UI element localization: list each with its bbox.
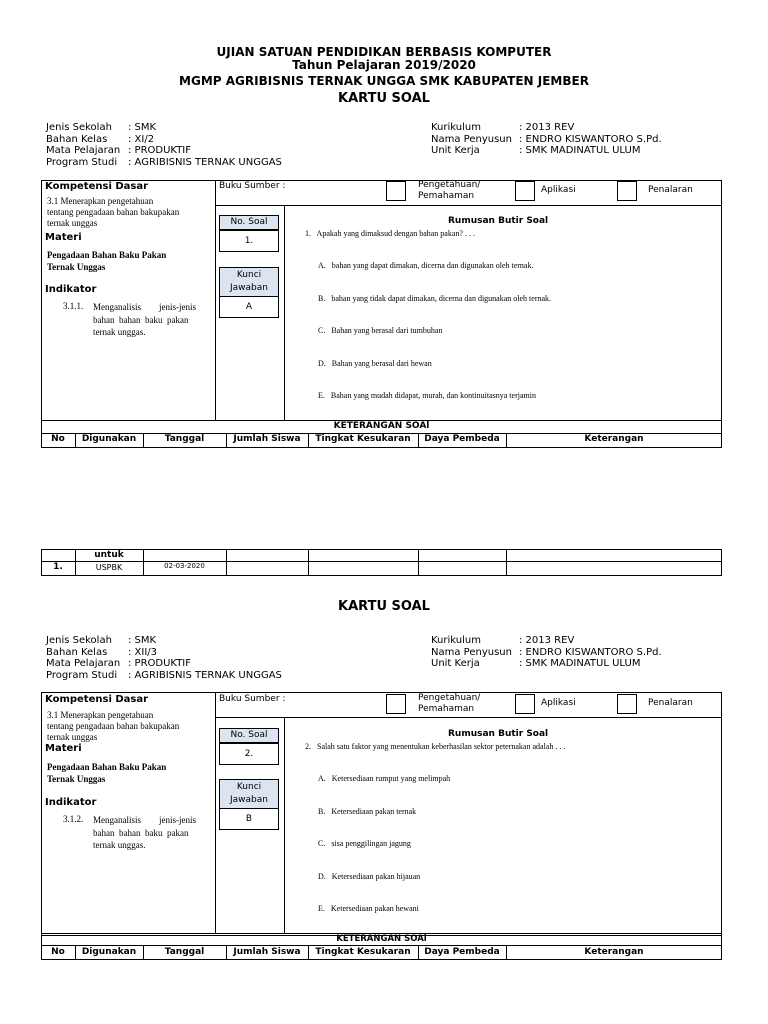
indikator-line: ternak unggas. (93, 840, 146, 850)
label-nama-penyusun: Nama Penyusun (431, 133, 512, 145)
exam-title: UJIAN SATUAN PENDIDIKAN BERBASIS KOMPUTER (216, 45, 552, 59)
col-digunakan: Digunakan (81, 434, 137, 444)
mgmp-title: MGMP AGRIBISNIS TERNAK UNGGA SMK KABUPATEN JEMBER (179, 74, 589, 88)
value-kurikulum: : 2013 REV (519, 635, 575, 646)
kunci-jawaban-label (219, 267, 279, 297)
card1-info-left (46, 122, 282, 168)
pengetahuan-line: Pengetahuan/ (418, 180, 481, 190)
col-jumlah-siswa: Jumlah Siswa (233, 947, 301, 957)
value-mata-pelajaran: : PRODUKTIF (128, 145, 192, 156)
value-unit-kerja: : SMK MADINATUL ULUM (519, 145, 641, 156)
jawaban-line: Jawaban (230, 283, 268, 293)
indikator-line: Menganalisis jenis-jenis (93, 302, 196, 312)
pengetahuan-label (418, 180, 480, 202)
value-jenis-sekolah: : SMK (128, 635, 157, 646)
usage-untuk: untuk (94, 550, 124, 560)
penalaran-checkbox[interactable] (617, 694, 637, 714)
col-keterangan: Keterangan (584, 947, 644, 957)
usage-no: 1. (53, 562, 63, 572)
label-program-studi: Program Studi (46, 669, 118, 681)
col-no: No (51, 947, 65, 957)
materi-text (47, 761, 166, 785)
card-title-1: KARTU SOAL (338, 91, 430, 106)
value-bahan-kelas: : XII/3 (128, 646, 158, 658)
jawaban-line: Jawaban (230, 795, 268, 805)
kd-line: ternak unggas (47, 732, 98, 742)
kunci-line: Kunci (236, 270, 262, 280)
col-daya-pembeda: Daya Pembeda (424, 434, 500, 444)
value-unit-kerja: : SMK MADINATUL ULUM (519, 658, 641, 669)
kompetensi-dasar-text (47, 710, 215, 743)
kd-line: 3.1 Menerapkan pengetahuan (47, 196, 154, 206)
answer-option: E. Ketersediaan pakan hewani (318, 903, 419, 913)
value-jenis-sekolah: : SMK (128, 122, 157, 133)
pengetahuan-label (418, 693, 480, 715)
indikator-heading: Indikator (45, 797, 97, 808)
no-soal-value: 2. (219, 743, 279, 765)
label-unit-kerja: Unit Kerja (431, 145, 480, 156)
kunci-line: Kunci (236, 782, 262, 792)
kunci-jawaban-value: A (219, 296, 279, 318)
pemahaman-line: Pemahaman (418, 191, 475, 201)
penalaran-label: Penalaran (648, 185, 693, 195)
buku-sumber-label: Buku Sumber : (219, 181, 286, 191)
col-tanggal: Tanggal (164, 434, 205, 444)
indikator-line: ternak unggas. (93, 327, 146, 337)
col-jumlah-siswa: Jumlah Siswa (233, 434, 301, 444)
label-mata-pelajaran: Mata Pelajaran (46, 145, 121, 156)
col-tingkat-kesukaran: Tingkat Kesukaran (315, 434, 411, 444)
label-bahan-kelas: Bahan Kelas (46, 133, 108, 145)
label-kurikulum: Kurikulum (431, 635, 481, 646)
question-block (305, 229, 720, 423)
label-jenis-sekolah: Jenis Sekolah (46, 122, 112, 133)
aplikasi-checkbox[interactable] (515, 694, 535, 714)
indikator-number: 3.1.1. (63, 301, 84, 311)
label-program-studi: Program Studi (46, 156, 118, 168)
question-block (305, 742, 720, 936)
value-nama-penyusun: : ENDRO KISWANTORO S.Pd. (519, 133, 662, 145)
pengetahuan-line: Pengetahuan/ (418, 693, 481, 703)
indikator-text (93, 301, 213, 339)
no-soal-label: No. Soal (219, 728, 279, 743)
label-jenis-sekolah: Jenis Sekolah (46, 635, 112, 646)
penalaran-label: Penalaran (648, 698, 693, 708)
school-year: Tahun Pelajaran 2019/2020 (292, 58, 476, 72)
answer-option: B. Ketersediaan pakan ternak (318, 806, 417, 816)
usage-digunakan: USPBK (95, 563, 123, 572)
kd-line: tentang pengadaan bahan bakupakan (47, 721, 180, 731)
pemahaman-line: Pemahaman (418, 704, 475, 714)
card-title-2: KARTU SOAL (338, 599, 430, 614)
no-soal-value: 1. (219, 230, 279, 252)
label-nama-penyusun: Nama Penyusun (431, 646, 512, 658)
kd-line: 3.1 Menerapkan pengetahuan (47, 710, 154, 720)
keterangan-soal-heading: KETERANGAN SOAl (336, 934, 427, 944)
indikator-heading: Indikator (45, 284, 97, 295)
answer-option: A. bahan yang dapat dimakan, dicerna dan digunakan oleh ternak. (318, 261, 534, 271)
kompetensi-dasar-text (47, 196, 215, 229)
kunci-jawaban-label (219, 779, 279, 809)
value-nama-penyusun: : ENDRO KISWANTORO S.Pd. (519, 646, 662, 658)
penalaran-checkbox[interactable] (617, 181, 637, 201)
rumusan-heading: Rumusan Butir Soal (448, 729, 549, 739)
col-daya-pembeda: Daya Pembeda (424, 947, 500, 957)
materi-text (47, 249, 166, 273)
kd-line: ternak unggas (47, 218, 98, 228)
indikator-text (93, 814, 213, 852)
value-kurikulum: : 2013 REV (519, 122, 575, 133)
label-mata-pelajaran: Mata Pelajaran (46, 658, 121, 669)
indikator-line: bahan bahan baku pakan (93, 827, 189, 838)
usage-tanggal: 02-03-2020 (164, 562, 205, 570)
answer-option: C. Bahan yang berasal dari tumbuhan (318, 326, 443, 336)
col-digunakan: Digunakan (81, 947, 137, 957)
kunci-jawaban-value: B (219, 808, 279, 830)
answer-option: C. sisa penggilingan jagung (318, 839, 411, 849)
col-keterangan: Keterangan (584, 434, 644, 444)
indikator-line: bahan bahan baku pakan (93, 314, 189, 325)
pengetahuan-checkbox[interactable] (386, 694, 406, 714)
materi-heading: Materi (45, 232, 82, 243)
card1-info-right (431, 122, 662, 157)
answer-option: D. Ketersediaan pakan hijauan (318, 871, 421, 881)
answer-option: D. Bahan yang berasal dari hewan (318, 358, 432, 368)
keterangan-soal-heading: KETERANGAN SOAl (333, 421, 430, 431)
label-unit-kerja: Unit Kerja (431, 658, 480, 669)
indikator-number: 3.1.2. (63, 814, 84, 824)
answer-option: A. Ketersediaan rumput yang melimpah (318, 774, 451, 784)
buku-sumber-label: Buku Sumber : (219, 694, 286, 704)
value-bahan-kelas: : XI/2 (128, 133, 155, 145)
card2-info-left (46, 635, 282, 681)
no-soal-label: No. Soal (219, 215, 279, 230)
col-no: No (51, 434, 65, 444)
kompetensi-dasar-heading: Kompetensi Dasar (45, 694, 149, 705)
card2-info-right (431, 635, 662, 670)
kd-line: tentang pengadaan bahan bakupakan (47, 207, 180, 217)
pengetahuan-checkbox[interactable] (386, 181, 406, 201)
indikator-line: Menganalisis jenis-jenis (93, 815, 196, 825)
materi-heading: Materi (45, 743, 82, 754)
value-program-studi: : AGRIBISNIS TERNAK UNGGAS (128, 156, 282, 168)
materi-line: Ternak Unggas (47, 774, 106, 784)
materi-line: Pengadaan Bahan Baku Pakan (47, 250, 167, 260)
question-text: 2. Salah satu faktor yang menentukan keberhasilan sektor peternakan adalah . . . (305, 742, 566, 751)
rumusan-heading: Rumusan Butir Soal (448, 216, 549, 226)
col-tanggal: Tanggal (164, 947, 205, 957)
label-kurikulum: Kurikulum (431, 122, 481, 133)
value-program-studi: : AGRIBISNIS TERNAK UNGGAS (128, 669, 282, 681)
answer-option: E. Bahan yang mudah didapat, murah, dan kontinuitasnya terjamin (318, 390, 536, 400)
question-text: 1. Apakah yang dimaksud dengan bahan pakan? . . . (305, 229, 475, 238)
aplikasi-label: Aplikasi (541, 185, 576, 195)
label-bahan-kelas: Bahan Kelas (46, 646, 108, 658)
answer-option: B. bahan yang tidak dapat dimakan, dicerna dan digunakan oleh ternak. (318, 293, 552, 303)
aplikasi-checkbox[interactable] (515, 181, 535, 201)
materi-line: Pengadaan Bahan Baku Pakan (47, 762, 167, 772)
value-mata-pelajaran: : PRODUKTIF (128, 658, 192, 669)
kompetensi-dasar-heading: Kompetensi Dasar (45, 181, 149, 192)
materi-line: Ternak Unggas (47, 262, 106, 272)
col-tingkat-kesukaran: Tingkat Kesukaran (315, 947, 411, 957)
aplikasi-label: Aplikasi (541, 698, 576, 708)
